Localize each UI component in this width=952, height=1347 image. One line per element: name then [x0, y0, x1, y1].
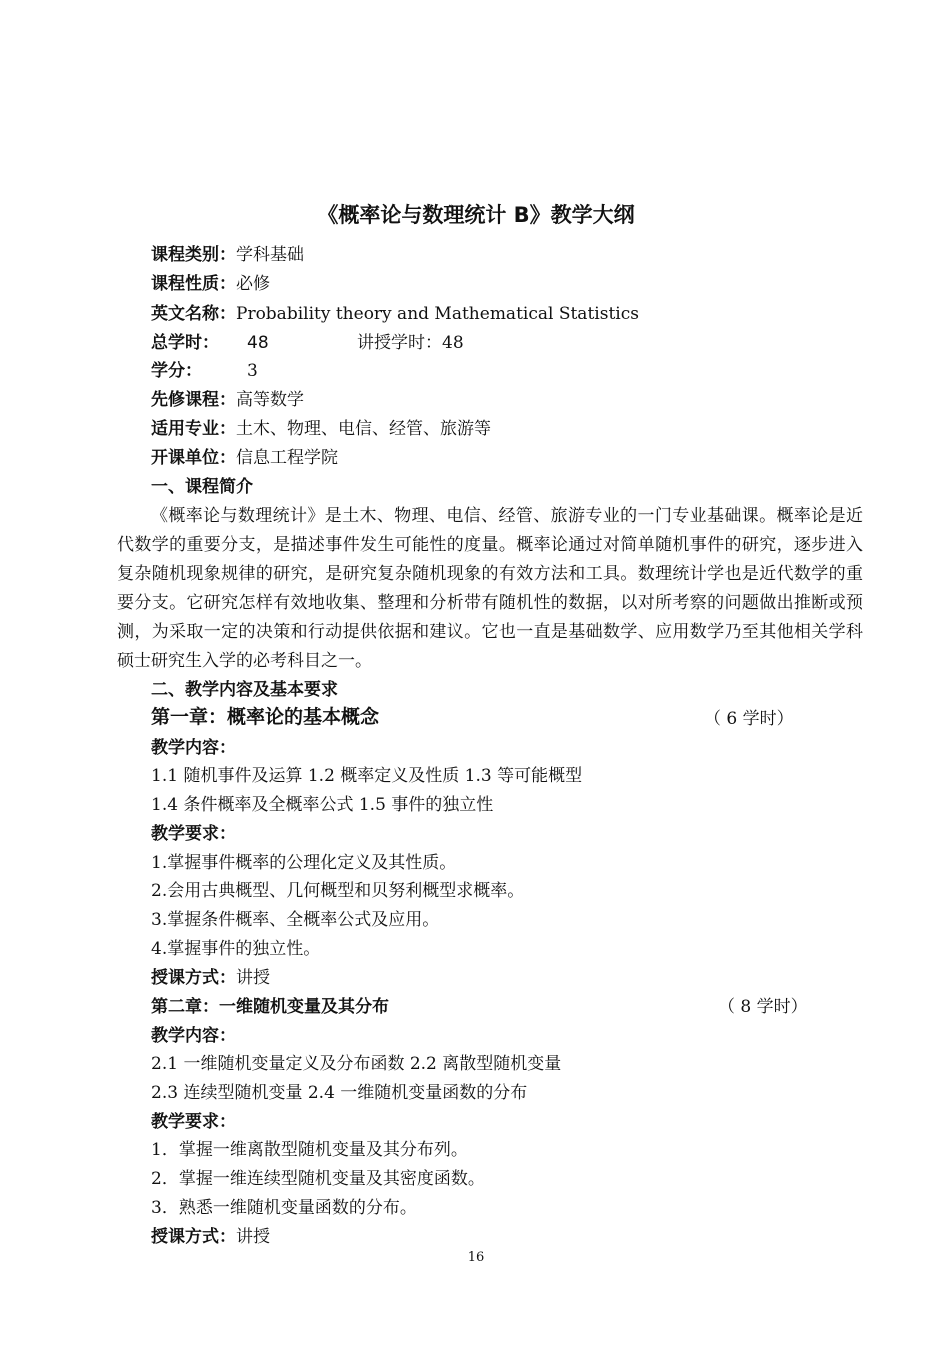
meta-label: 课程类别：: [151, 245, 236, 265]
chapter1-hours: （ 6 学时）: [704, 709, 794, 729]
meta-label: 开课单位：: [151, 448, 236, 468]
document-title: 《概率论与数理统计 B》教学大纲: [317, 203, 635, 227]
chapter2-req-item: 2．掌握一维连续型随机变量及其密度函数。: [151, 1169, 485, 1189]
chapter2-title: 第二章：一维随机变量及其分布: [151, 997, 389, 1017]
meta-credits: [151, 358, 258, 384]
meta-value: Probability theory and Mathematical Statistics: [236, 304, 639, 324]
meta-department: [151, 445, 338, 471]
meta-prerequisite: [151, 387, 304, 413]
section-heading-content: 二、教学内容及基本要求: [151, 680, 338, 700]
chapter1-req-item: 2.会用古典概型、几何概型和贝努利概型求概率。: [151, 881, 525, 901]
meta-label: 英文名称：: [151, 304, 236, 324]
method-value: 讲授: [236, 1227, 270, 1247]
meta-value: 必修: [236, 274, 270, 294]
meta-value: 学科基础: [236, 245, 304, 265]
meta-lecture-hours: 讲授学时：48: [357, 333, 464, 353]
method-value: 讲授: [236, 968, 270, 988]
chapter1-req-label: 教学要求：: [151, 824, 236, 844]
meta-label: 先修课程：: [151, 390, 236, 410]
intro-paragraph: 《概率论与数理统计》是土木、物理、电信、经管、旅游专业的一门专业基础课。概率论是近代数学的重要分支，是描述事件发生可能性的度量。概率论通过对简单随机事件的研究，逐步进入复杂随机现象规律的研究，是研究复杂随机现象的有效方法和工具。数理统计学也是近代数学的重要分支。它研究怎样有效地收集、整理和分析带有随机性的数据，以对所考察的问题做出推断或预测，为采取一定的决策和行动提供依据和建议。它也一直是基础数学、应用数学乃至其他相关学科硕士研究生入学的必考科目之一。: [117, 506, 863, 671]
meta-majors: [151, 416, 491, 442]
chapter2-content-line: 2.3 连续型随机变量 2.4 一维随机变量函数的分布: [151, 1083, 528, 1103]
chapter2-req-item: 3．熟悉一维随机变量函数的分布。: [151, 1198, 417, 1218]
chapter2-method: [151, 1224, 270, 1250]
method-label: 授课方式：: [151, 968, 236, 988]
meta-course-category: [151, 242, 304, 268]
chapter1-content-line: 1.4 条件概率及全概率公式 1.5 事件的独立性: [151, 795, 494, 815]
meta-value: 信息工程学院: [236, 448, 338, 468]
section-heading-intro: 一、课程简介: [151, 477, 253, 497]
chapter1-title: 第一章：概率论的基本概念: [151, 706, 380, 728]
chapter2-content-label: 教学内容：: [151, 1026, 236, 1046]
chapter1-req-item: 4.掌握事件的独立性。: [151, 939, 321, 959]
page-number: 16: [467, 1250, 485, 1265]
meta-course-nature: [151, 271, 270, 297]
chapter2-req-item: 1．掌握一维离散型随机变量及其分布列。: [151, 1140, 468, 1160]
meta-label: 课程性质：: [151, 274, 236, 294]
meta-label: 学分：: [151, 361, 202, 381]
chapter1-req-item: 3.掌握条件概率、全概率公式及应用。: [151, 910, 440, 930]
meta-label: 适用专业：: [151, 419, 236, 439]
meta-value: 3: [247, 361, 258, 381]
meta-value: 48: [247, 333, 269, 353]
chapter1-content-label: 教学内容：: [151, 738, 236, 758]
meta-english-name: [151, 301, 639, 327]
chapter1-method: [151, 965, 270, 991]
meta-label: 总学时：: [151, 333, 219, 353]
chapter1-content-line: 1.1 随机事件及运算 1.2 概率定义及性质 1.3 等可能概型: [151, 766, 583, 786]
chapter2-hours: （ 8 学时）: [718, 997, 808, 1017]
meta-value: 土木、物理、电信、经管、旅游等: [236, 419, 491, 439]
method-label: 授课方式：: [151, 1227, 236, 1247]
chapter2-req-label: 教学要求：: [151, 1112, 236, 1132]
chapter2-content-line: 2.1 一维随机变量定义及分布函数 2.2 离散型随机变量: [151, 1054, 562, 1074]
meta-total-hours: [151, 330, 464, 356]
chapter1-req-item: 1.掌握事件概率的公理化定义及其性质。: [151, 853, 457, 873]
meta-value: 高等数学: [236, 390, 304, 410]
